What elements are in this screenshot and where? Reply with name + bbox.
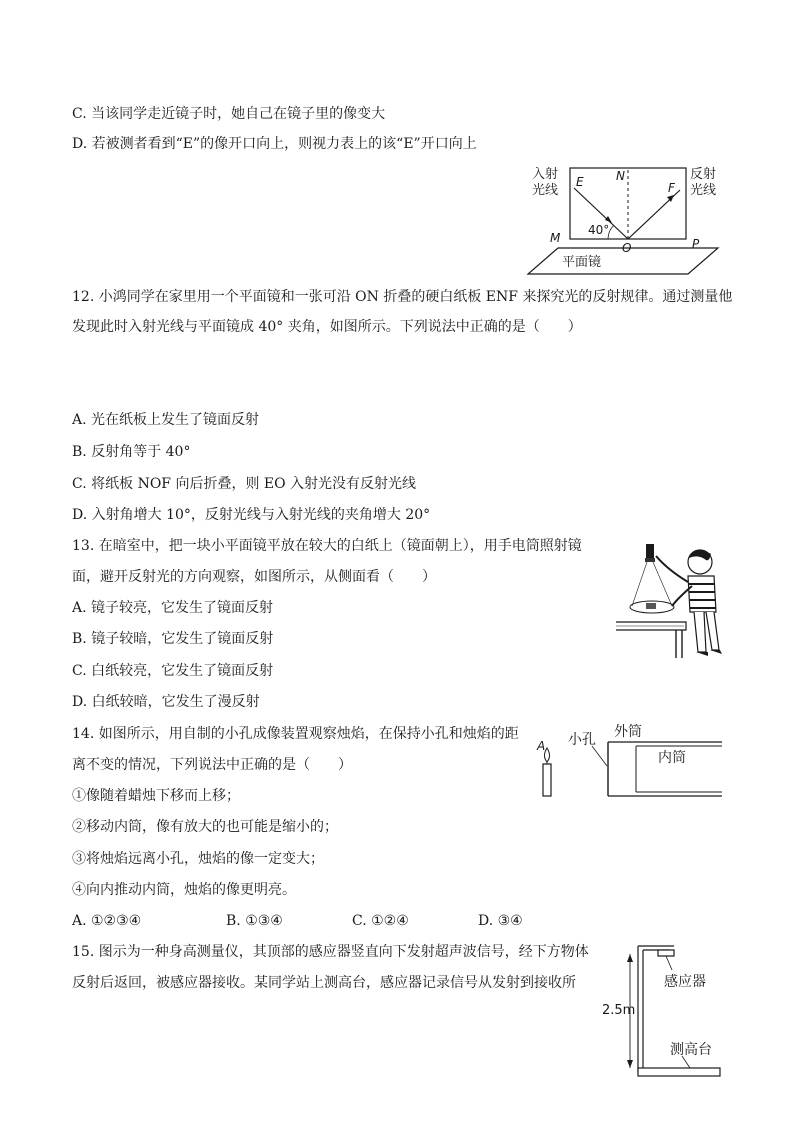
q13-option-b: B. 镜子较暗，它发生了镜面反射 [72,631,274,647]
q12-option-b: B. 反射角等于 40° [72,444,191,460]
outer-tube-label: 外筒 [614,724,642,740]
reflection-experiment-figure [528,162,728,282]
q13-option-d: D. 白纸较暗，它发生了漫反射 [72,694,260,710]
label-e: E [576,175,584,189]
incident-label-2: 光线 [532,183,559,198]
q14-choice-b: B. ①③④ [226,913,283,929]
q12-option-d: D. 入射角增大 10°，反射光线与入射光线的夹角增大 20° [72,507,431,523]
reflected-label-2: 光线 [690,183,717,198]
label-f: F [668,181,675,195]
q14-choice-a: A. ①②③④ [72,913,142,929]
incident-label-1: 入射 [532,167,559,182]
pinhole-camera-figure [530,722,722,804]
reflected-label-1: 反射 [690,167,717,182]
angle-label: 40° [588,223,610,237]
mirror-label: 平面镜 [562,255,602,270]
q14-choice-d: D. ③④ [478,913,523,929]
q12-option-c: C. 将纸板 NOF 向后折叠，则 EO 入射光没有反射光线 [72,476,417,492]
q14-choice-c: C. ①②④ [352,913,409,929]
height-measurer-figure [598,938,724,1080]
flashlight-figure [616,540,728,662]
label-p: P [692,237,700,251]
q14-statement-1: ①像随着蜡烛下移而上移； [72,788,240,804]
q13-option-c: C. 白纸较亮，它发生了镜面反射 [72,663,274,679]
sensor-label: 感应器 [664,974,706,990]
inner-tube-label: 内筒 [658,750,686,766]
q12-stem-2: 发现此时入射光线与平面镜成 40° 夹角，如图所示。下列说法中正确的是（ ） [72,319,582,335]
q13-stem-1: 13. 在暗室中，把一块小平面镜平放在较大的白纸上（镜面朝上），用手电筒照射镜 [72,538,582,554]
q13-stem-2: 面，避开反射光的方向观察，如图所示，从侧面看（ ） [72,569,436,585]
q14-statement-4: ④向内推动内筒，烛焰的像更明亮。 [72,882,296,898]
label-n: N [616,169,625,183]
q12-option-a: A. 光在纸板上发生了镜面反射 [72,412,260,428]
q11-option-d: D. 若被测者看到“E”的像开口向上，则视力表上的该“E”开口向上 [72,136,477,152]
q11-option-c: C. 当该同学走近镜子时，她自己在镜子里的像变大 [72,106,386,122]
q12-stem-1: 12. 小鸿同学在家里用一个平面镜和一张可沿 ON 折叠的硬白纸板 ENF 来探究光的反射规律。通过测量他 [72,289,733,305]
q14-statement-3: ③将烛焰远离小孔，烛焰的像一定变大； [72,851,324,867]
q13-option-a: A. 镜子较亮，它发生了镜面反射 [72,600,274,616]
height-label: 2.5m [602,1003,636,1018]
pinhole-label: 小孔 [568,732,596,748]
label-m: M [550,231,561,245]
q14-stem-2: 离不变的情况，下列说法中正确的是（ ） [72,757,352,773]
label-o: O [622,241,632,255]
q15-stem-2: 反射后返回，被感应器接收。某同学站上测高台，感应器记录信号从发射到接收所 [72,975,576,991]
q14-stem-1: 14. 如图所示，用自制的小孔成像装置观察烛焰，在保持小孔和烛焰的距 [72,726,519,742]
label-a: A [537,739,546,753]
q14-statement-2: ②移动内筒，像有放大的也可能是缩小的； [72,819,338,835]
platform-label: 测高台 [670,1042,712,1058]
q15-stem-1: 15. 图示为一种身高测量仪，其顶部的感应器竖直向下发射超声波信号，经下方物体 [72,944,589,960]
